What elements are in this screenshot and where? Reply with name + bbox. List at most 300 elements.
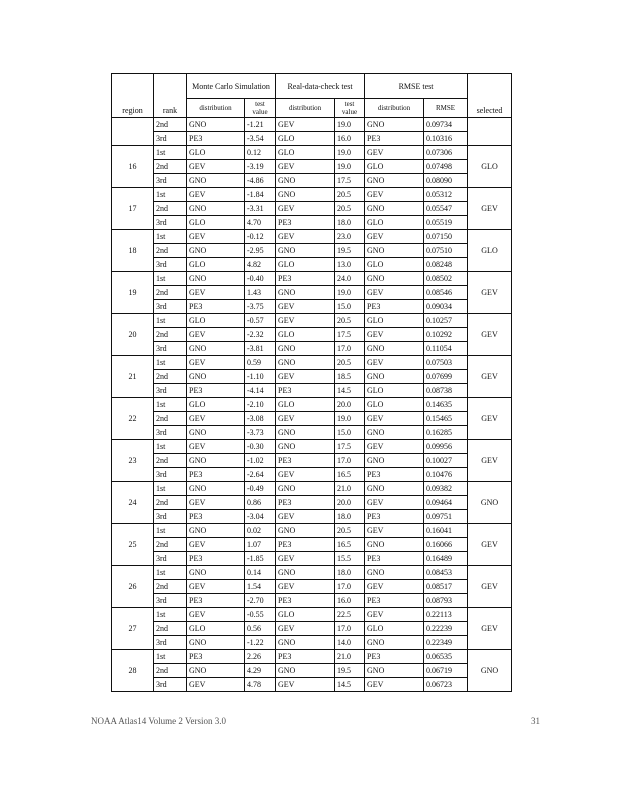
mc-test-value-cell: -2.10 bbox=[245, 398, 276, 412]
mc-test-value-cell: -3.54 bbox=[245, 132, 276, 146]
table-row bbox=[112, 650, 512, 664]
mc-test-value-cell: 4.78 bbox=[245, 678, 276, 692]
rmse-value-cell: 0.09382 bbox=[424, 482, 468, 496]
rd-distribution-cell: PE3 bbox=[276, 594, 335, 608]
mc-distribution-cell: PE3 bbox=[187, 384, 245, 398]
rmse-distribution-cell: GNO bbox=[365, 636, 424, 650]
mc-test-value-cell: 4.82 bbox=[245, 258, 276, 272]
rmse-value-cell: 0.07306 bbox=[424, 146, 468, 160]
table-row bbox=[112, 160, 512, 174]
region-cell: 16 bbox=[112, 146, 154, 188]
rank-cell: 2nd bbox=[154, 622, 187, 636]
distribution-selection-table bbox=[111, 73, 512, 692]
rank-cell: 3rd bbox=[154, 216, 187, 230]
rd-distribution-cell: GEV bbox=[276, 160, 335, 174]
rd-test-value-cell: 14.0 bbox=[335, 636, 365, 650]
rd-distribution-cell: GNO bbox=[276, 566, 335, 580]
mc-distribution-cell: GEV bbox=[187, 496, 245, 510]
mc-distribution-cell: GNO bbox=[187, 118, 245, 132]
rd-test-value-cell: 19.5 bbox=[335, 244, 365, 258]
rd-test-value-cell: 22.5 bbox=[335, 608, 365, 622]
rank-cell: 3rd bbox=[154, 174, 187, 188]
table-row bbox=[112, 426, 512, 440]
rmse-value-cell: 0.06535 bbox=[424, 650, 468, 664]
table-row bbox=[112, 412, 512, 426]
rank-cell: 3rd bbox=[154, 132, 187, 146]
rd-distribution-cell: GNO bbox=[276, 636, 335, 650]
rmse-distribution-cell: PE3 bbox=[365, 594, 424, 608]
rmse-distribution-cell: GLO bbox=[365, 314, 424, 328]
rd-test-value-cell: 13.0 bbox=[335, 258, 365, 272]
rd-distribution-cell: GEV bbox=[276, 300, 335, 314]
rd-distribution-cell: PE3 bbox=[276, 538, 335, 552]
rank-cell: 3rd bbox=[154, 426, 187, 440]
selected-header: selected bbox=[468, 74, 512, 118]
rd-test-value-cell: 21.0 bbox=[335, 482, 365, 496]
region-cell: 24 bbox=[112, 482, 154, 524]
rmse-value-cell: 0.08793 bbox=[424, 594, 468, 608]
table-body bbox=[112, 118, 512, 692]
rmse-value-cell: 0.05312 bbox=[424, 188, 468, 202]
region-cell: 21 bbox=[112, 356, 154, 398]
rmse-distribution-cell: GNO bbox=[365, 342, 424, 356]
rd-distribution-cell: GNO bbox=[276, 664, 335, 678]
selected-cell: GEV bbox=[468, 356, 512, 398]
mc-distribution-cell: PE3 bbox=[187, 132, 245, 146]
rank-cell: 2nd bbox=[154, 454, 187, 468]
rank-cell: 3rd bbox=[154, 678, 187, 692]
rmse-distribution-cell: GEV bbox=[365, 146, 424, 160]
rmse-value-cell: 0.09734 bbox=[424, 118, 468, 132]
mc-distribution-cell: GNO bbox=[187, 636, 245, 650]
rmse-distribution-cell: GLO bbox=[365, 216, 424, 230]
mc-distribution-cell: GNO bbox=[187, 202, 245, 216]
rd-test-value-cell: 20.5 bbox=[335, 314, 365, 328]
rd-distribution-cell: GNO bbox=[276, 188, 335, 202]
mc-test-value-cell: -2.70 bbox=[245, 594, 276, 608]
rmse-distribution-cell: GNO bbox=[365, 174, 424, 188]
region-cell: 20 bbox=[112, 314, 154, 356]
rmse-distribution-cell: GNO bbox=[365, 566, 424, 580]
rd-test-value-cell: 19.0 bbox=[335, 146, 365, 160]
mc-test-value-cell: -3.08 bbox=[245, 412, 276, 426]
rd-test-value-cell: 16.5 bbox=[335, 538, 365, 552]
rank-cell: 1st bbox=[154, 230, 187, 244]
rd-test-value-cell: 18.5 bbox=[335, 370, 365, 384]
rmse-distribution-cell: GNO bbox=[365, 454, 424, 468]
table-row bbox=[112, 594, 512, 608]
rd-test-value-cell: 23.0 bbox=[335, 230, 365, 244]
rmse-value-cell: 0.07503 bbox=[424, 356, 468, 370]
rd-distribution-cell: GLO bbox=[276, 146, 335, 160]
region-cell: 17 bbox=[112, 188, 154, 230]
rank-cell: 1st bbox=[154, 608, 187, 622]
rd-distribution-cell: PE3 bbox=[276, 496, 335, 510]
table-row bbox=[112, 230, 512, 244]
mc-distribution-cell: GNO bbox=[187, 370, 245, 384]
rmse-distribution-cell: GLO bbox=[365, 160, 424, 174]
selected-cell: GLO bbox=[468, 146, 512, 188]
rmse-value-cell: 0.16066 bbox=[424, 538, 468, 552]
footer-citation: NOAA Atlas14 Volume 2 Version 3.0 bbox=[91, 716, 227, 726]
rd-distribution-cell: GEV bbox=[276, 678, 335, 692]
table-row bbox=[112, 664, 512, 678]
rd-test-value-cell: 20.5 bbox=[335, 202, 365, 216]
rmse-distribution-cell: GLO bbox=[365, 384, 424, 398]
selected-cell: GEV bbox=[468, 440, 512, 482]
mc-distribution-cell: GEV bbox=[187, 608, 245, 622]
mc-distribution-cell: GEV bbox=[187, 678, 245, 692]
rmse-value-cell: 0.22239 bbox=[424, 622, 468, 636]
table-row bbox=[112, 496, 512, 510]
rd-distribution-cell: PE3 bbox=[276, 650, 335, 664]
mc-distribution-cell: GLO bbox=[187, 622, 245, 636]
mc-test-value-cell: 0.86 bbox=[245, 496, 276, 510]
rd-test-value-cell: 18.0 bbox=[335, 510, 365, 524]
rmse-distribution-cell: GEV bbox=[365, 188, 424, 202]
table-row bbox=[112, 468, 512, 482]
rd-distribution-cell: GEV bbox=[276, 468, 335, 482]
rank-cell: 3rd bbox=[154, 342, 187, 356]
mc-distribution-cell: PE3 bbox=[187, 650, 245, 664]
rank-cell: 2nd bbox=[154, 580, 187, 594]
rd-test-value-cell: 19.0 bbox=[335, 286, 365, 300]
rank-cell: 1st bbox=[154, 524, 187, 538]
mc-test-value-cell: 0.14 bbox=[245, 566, 276, 580]
region-cell: 22 bbox=[112, 398, 154, 440]
region-cell: 19 bbox=[112, 272, 154, 314]
table-row bbox=[112, 202, 512, 216]
selected-cell: GEV bbox=[468, 398, 512, 440]
mc-test-value-cell: -1.85 bbox=[245, 552, 276, 566]
mc-distribution-cell: GNO bbox=[187, 426, 245, 440]
mc-distribution-cell: GEV bbox=[187, 356, 245, 370]
mc-test-value-cell: 1.54 bbox=[245, 580, 276, 594]
rd-test-value-cell: 15.5 bbox=[335, 552, 365, 566]
rank-header: rank bbox=[154, 74, 187, 118]
table-row bbox=[112, 636, 512, 650]
rd-test-value-cell: 19.5 bbox=[335, 664, 365, 678]
rank-cell: 1st bbox=[154, 356, 187, 370]
rd-distribution-cell: PE3 bbox=[276, 272, 335, 286]
mc-distribution-cell: GNO bbox=[187, 244, 245, 258]
mc-test-value-cell: 4.70 bbox=[245, 216, 276, 230]
rank-cell: 3rd bbox=[154, 510, 187, 524]
mc-distribution-cell: PE3 bbox=[187, 552, 245, 566]
mc-test-value-cell: -1.21 bbox=[245, 118, 276, 132]
mc-distribution-cell: PE3 bbox=[187, 594, 245, 608]
rd-test-value-cell: 15.0 bbox=[335, 426, 365, 440]
rmse-value-cell: 0.08738 bbox=[424, 384, 468, 398]
rd-distribution-cell: GNO bbox=[276, 342, 335, 356]
rmse-distribution-cell: GNO bbox=[365, 118, 424, 132]
real-data-check-header: Real-data-check test bbox=[276, 74, 365, 99]
selected-cell: GLO bbox=[468, 230, 512, 272]
mc-test-value-cell: -3.04 bbox=[245, 510, 276, 524]
page-number: 31 bbox=[531, 716, 540, 726]
rmse-distribution-cell: GNO bbox=[365, 664, 424, 678]
mc-test-value-cell: -0.12 bbox=[245, 230, 276, 244]
mc-test-value-header: test value bbox=[245, 99, 276, 118]
region-cell: 28 bbox=[112, 650, 154, 692]
table-row bbox=[112, 216, 512, 230]
rmse-value-cell: 0.09751 bbox=[424, 510, 468, 524]
rd-distribution-cell: GNO bbox=[276, 524, 335, 538]
rmse-value-cell: 0.10257 bbox=[424, 314, 468, 328]
rank-cell: 2nd bbox=[154, 202, 187, 216]
rmse-distribution-cell: GEV bbox=[365, 496, 424, 510]
rd-test-value-cell: 19.0 bbox=[335, 412, 365, 426]
table-row bbox=[112, 678, 512, 692]
rd-test-value-cell: 16.0 bbox=[335, 132, 365, 146]
rmse-distribution-cell: GEV bbox=[365, 678, 424, 692]
rmse-value-cell: 0.07498 bbox=[424, 160, 468, 174]
mc-test-value-cell: -3.19 bbox=[245, 160, 276, 174]
rmse-distribution-cell: GNO bbox=[365, 538, 424, 552]
rmse-value-cell: 0.22113 bbox=[424, 608, 468, 622]
rmse-value-cell: 0.14635 bbox=[424, 398, 468, 412]
mc-distribution-cell: GLO bbox=[187, 314, 245, 328]
rmse-distribution-cell: GNO bbox=[365, 272, 424, 286]
rmse-value-cell: 0.16041 bbox=[424, 524, 468, 538]
rank-cell: 2nd bbox=[154, 412, 187, 426]
mc-distribution-cell: GEV bbox=[187, 412, 245, 426]
rmse-value-cell: 0.11054 bbox=[424, 342, 468, 356]
mc-distribution-cell: PE3 bbox=[187, 468, 245, 482]
table-row bbox=[112, 258, 512, 272]
mc-distribution-cell: GEV bbox=[187, 538, 245, 552]
mc-distribution-cell: GNO bbox=[187, 174, 245, 188]
rank-cell: 2nd bbox=[154, 328, 187, 342]
rmse-value-cell: 0.10027 bbox=[424, 454, 468, 468]
rd-distribution-cell: GLO bbox=[276, 328, 335, 342]
region-cell bbox=[112, 118, 154, 146]
rd-distribution-cell: GEV bbox=[276, 552, 335, 566]
rmse-value-cell: 0.10316 bbox=[424, 132, 468, 146]
selected-cell: GEV bbox=[468, 608, 512, 650]
rmse-value-cell: 0.08248 bbox=[424, 258, 468, 272]
mc-test-value-cell: -2.95 bbox=[245, 244, 276, 258]
rd-test-value-cell: 17.0 bbox=[335, 622, 365, 636]
region-cell: 18 bbox=[112, 230, 154, 272]
rmse-value-cell: 0.10476 bbox=[424, 468, 468, 482]
mc-distribution-cell: GNO bbox=[187, 664, 245, 678]
rd-test-value-cell: 18.0 bbox=[335, 566, 365, 580]
mc-distribution-cell: GNO bbox=[187, 482, 245, 496]
rmse-distribution-cell: GEV bbox=[365, 524, 424, 538]
mc-test-value-cell: 2.26 bbox=[245, 650, 276, 664]
rd-distribution-cell: GNO bbox=[276, 426, 335, 440]
table-row bbox=[112, 482, 512, 496]
rmse-value-cell: 0.16285 bbox=[424, 426, 468, 440]
rmse-distribution-cell: GEV bbox=[365, 412, 424, 426]
rd-test-value-cell: 16.0 bbox=[335, 594, 365, 608]
mc-test-value-cell: -0.57 bbox=[245, 314, 276, 328]
table-row bbox=[112, 174, 512, 188]
rmse-distribution-cell: GEV bbox=[365, 230, 424, 244]
rank-cell: 2nd bbox=[154, 496, 187, 510]
rmse-distribution-cell: PE3 bbox=[365, 300, 424, 314]
rmse-test-header: RMSE test bbox=[365, 74, 468, 99]
table-row bbox=[112, 118, 512, 132]
rd-test-value-cell: 19.0 bbox=[335, 160, 365, 174]
rd-distribution-cell: GLO bbox=[276, 258, 335, 272]
rmse-value-cell: 0.08453 bbox=[424, 566, 468, 580]
rd-test-value-cell: 20.0 bbox=[335, 496, 365, 510]
rank-cell: 3rd bbox=[154, 468, 187, 482]
rank-cell: 1st bbox=[154, 482, 187, 496]
table-row bbox=[112, 384, 512, 398]
rank-cell: 1st bbox=[154, 398, 187, 412]
rmse-distribution-cell: PE3 bbox=[365, 468, 424, 482]
rd-distribution-cell: GLO bbox=[276, 608, 335, 622]
rmse-value-cell: 0.05547 bbox=[424, 202, 468, 216]
rmse-distribution-cell: PE3 bbox=[365, 650, 424, 664]
rd-distribution-cell: GEV bbox=[276, 118, 335, 132]
rd-distribution-cell: GNO bbox=[276, 482, 335, 496]
rank-cell: 3rd bbox=[154, 594, 187, 608]
table-row bbox=[112, 300, 512, 314]
mc-distribution-cell: PE3 bbox=[187, 300, 245, 314]
rmse-value-cell: 0.06723 bbox=[424, 678, 468, 692]
mc-distribution-cell: GNO bbox=[187, 566, 245, 580]
table-row bbox=[112, 608, 512, 622]
region-cell: 25 bbox=[112, 524, 154, 566]
table-row bbox=[112, 566, 512, 580]
rank-cell: 2nd bbox=[154, 664, 187, 678]
mc-test-value-cell: 0.12 bbox=[245, 146, 276, 160]
rd-test-value-cell: 19.0 bbox=[335, 118, 365, 132]
mc-test-value-cell: -1.84 bbox=[245, 188, 276, 202]
rd-test-value-cell: 17.5 bbox=[335, 328, 365, 342]
region-cell: 27 bbox=[112, 608, 154, 650]
rank-cell: 1st bbox=[154, 146, 187, 160]
mc-distribution-cell: PE3 bbox=[187, 510, 245, 524]
rd-test-value-cell: 24.0 bbox=[335, 272, 365, 286]
rank-cell: 2nd bbox=[154, 160, 187, 174]
rank-cell: 2nd bbox=[154, 538, 187, 552]
mc-test-value-cell: -4.86 bbox=[245, 174, 276, 188]
mc-distribution-cell: GNO bbox=[187, 524, 245, 538]
rmse-distribution-cell: GNO bbox=[365, 482, 424, 496]
table-row bbox=[112, 440, 512, 454]
rank-cell: 3rd bbox=[154, 552, 187, 566]
mc-test-value-cell: 4.29 bbox=[245, 664, 276, 678]
table-row bbox=[112, 244, 512, 258]
rd-test-value-cell: 17.0 bbox=[335, 454, 365, 468]
table-row bbox=[112, 272, 512, 286]
rmse-distribution-cell: GEV bbox=[365, 608, 424, 622]
rmse-value-cell: 0.08517 bbox=[424, 580, 468, 594]
table-row bbox=[112, 454, 512, 468]
table-row bbox=[112, 286, 512, 300]
table-row bbox=[112, 580, 512, 594]
region-cell: 26 bbox=[112, 566, 154, 608]
mc-distribution-cell: GEV bbox=[187, 230, 245, 244]
mc-test-value-cell: -2.64 bbox=[245, 468, 276, 482]
rmse-value-header: RMSE bbox=[424, 99, 468, 118]
table-row bbox=[112, 552, 512, 566]
mc-test-value-cell: -3.31 bbox=[245, 202, 276, 216]
mc-distribution-cell: GLO bbox=[187, 146, 245, 160]
mc-distribution-cell: GEV bbox=[187, 188, 245, 202]
table-row bbox=[112, 342, 512, 356]
mc-distribution-cell: GNO bbox=[187, 454, 245, 468]
mc-test-value-cell: -3.73 bbox=[245, 426, 276, 440]
rmse-distribution-cell: PE3 bbox=[365, 510, 424, 524]
table-row bbox=[112, 188, 512, 202]
rmse-value-cell: 0.05519 bbox=[424, 216, 468, 230]
rmse-value-cell: 0.22349 bbox=[424, 636, 468, 650]
mc-test-value-cell: 0.02 bbox=[245, 524, 276, 538]
rmse-distribution-cell: GNO bbox=[365, 202, 424, 216]
rd-distribution-cell: GNO bbox=[276, 174, 335, 188]
rd-test-value-header: test value bbox=[335, 99, 365, 118]
mc-test-value-cell: -0.30 bbox=[245, 440, 276, 454]
rd-test-value-cell: 17.0 bbox=[335, 580, 365, 594]
monte-carlo-header: Monte Carlo Simulation bbox=[187, 74, 276, 99]
rd-distribution-cell: GEV bbox=[276, 412, 335, 426]
rank-cell: 3rd bbox=[154, 384, 187, 398]
rd-test-value-cell: 14.5 bbox=[335, 678, 365, 692]
table-row bbox=[112, 370, 512, 384]
rmse-distribution-cell: GEV bbox=[365, 440, 424, 454]
rd-distribution-cell: GEV bbox=[276, 370, 335, 384]
table-row bbox=[112, 538, 512, 552]
mc-distribution-cell: GEV bbox=[187, 160, 245, 174]
table-row bbox=[112, 510, 512, 524]
rank-cell: 1st bbox=[154, 314, 187, 328]
mc-distribution-cell: GEV bbox=[187, 286, 245, 300]
rmse-value-cell: 0.15465 bbox=[424, 412, 468, 426]
rmse-distribution-cell: GLO bbox=[365, 622, 424, 636]
rank-cell: 1st bbox=[154, 440, 187, 454]
rank-cell: 2nd bbox=[154, 118, 187, 132]
rmse-distribution-cell: GNO bbox=[365, 426, 424, 440]
table-row bbox=[112, 314, 512, 328]
rd-distribution-cell: GEV bbox=[276, 622, 335, 636]
rd-test-value-cell: 16.5 bbox=[335, 468, 365, 482]
mc-test-value-cell: -4.14 bbox=[245, 384, 276, 398]
rd-test-value-cell: 20.5 bbox=[335, 356, 365, 370]
rd-test-value-cell: 18.0 bbox=[335, 216, 365, 230]
rmse-value-cell: 0.09956 bbox=[424, 440, 468, 454]
mc-test-value-cell: -3.75 bbox=[245, 300, 276, 314]
rmse-distribution-header: distribution bbox=[365, 99, 424, 118]
mc-test-value-cell: -3.81 bbox=[245, 342, 276, 356]
rmse-distribution-cell: GEV bbox=[365, 328, 424, 342]
rmse-distribution-cell: GEV bbox=[365, 286, 424, 300]
table-row bbox=[112, 622, 512, 636]
mc-distribution-cell: GLO bbox=[187, 216, 245, 230]
rank-cell: 3rd bbox=[154, 636, 187, 650]
selected-cell: GEV bbox=[468, 314, 512, 356]
rd-distribution-cell: GEV bbox=[276, 510, 335, 524]
rd-distribution-cell: GNO bbox=[276, 440, 335, 454]
rank-cell: 2nd bbox=[154, 244, 187, 258]
rd-distribution-cell: GNO bbox=[276, 244, 335, 258]
rd-test-value-cell: 21.0 bbox=[335, 650, 365, 664]
rmse-distribution-cell: GEV bbox=[365, 356, 424, 370]
mc-distribution-cell: GNO bbox=[187, 342, 245, 356]
mc-test-value-cell: 0.56 bbox=[245, 622, 276, 636]
rmse-value-cell: 0.10292 bbox=[424, 328, 468, 342]
rank-cell: 3rd bbox=[154, 300, 187, 314]
rmse-value-cell: 0.08546 bbox=[424, 286, 468, 300]
table-row bbox=[112, 524, 512, 538]
rd-test-value-cell: 20.0 bbox=[335, 398, 365, 412]
rmse-value-cell: 0.08502 bbox=[424, 272, 468, 286]
